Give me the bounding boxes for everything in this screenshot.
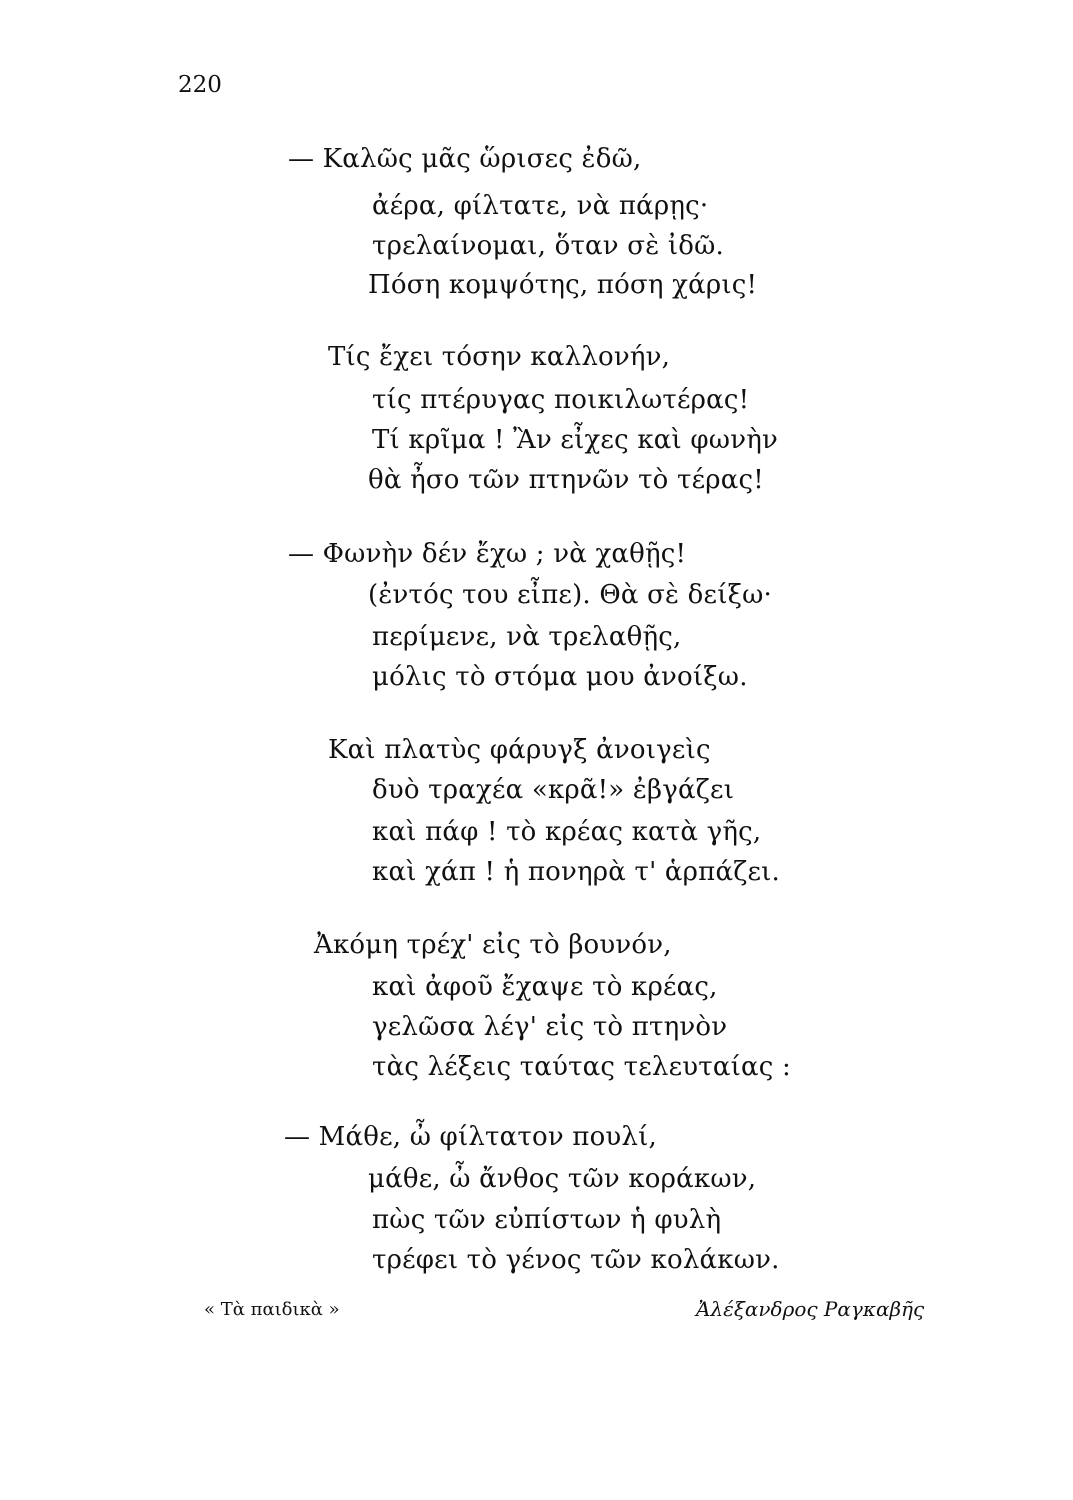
poem-line: καὶ ἀφοῦ ἔχαψε τὸ κρέας, [372, 972, 718, 1002]
poem-line: δυὸ τραχέα «κρᾶ!» ἐβγάζει [372, 775, 735, 805]
page-number: 220 [178, 72, 222, 98]
source-title: « Τὰ παιδικὰ » [204, 1299, 340, 1320]
poem-line: — Καλῶς μᾶς ὥρισες ἐδῶ, [288, 144, 642, 174]
poem-line: καὶ χάπ ! ἡ πονηρὰ τ' ἁρπάζει. [372, 857, 781, 887]
poem-line: Τίς ἔχει τόσην καλλονήν, [328, 342, 671, 372]
poem-line: πὼς τῶν εὐπίστων ἡ φυλὴ [372, 1205, 722, 1235]
poem-line: (ἐντός του εἶπε). Θὰ σὲ δείξω· [368, 580, 772, 610]
poem-line: γελῶσα λέγ' εἰς τὸ πτηνὸν [372, 1012, 728, 1042]
poem-line: ἀέρα, φίλτατε, νὰ πάρῃς· [372, 191, 709, 221]
poem-line: μόλις τὸ στόμα μου ἀνοίξω. [372, 662, 748, 692]
poem-line: Τί κρῖμα ! Ἂν εἶχες καὶ φωνὴν [372, 425, 778, 455]
poem-line: θὰ ἦσο τῶν πτηνῶν τὸ τέρας! [368, 465, 764, 495]
poem-line: Ἀκόμη τρέχ' εἰς τὸ βουνόν, [314, 930, 672, 960]
author-name: Ἀλέξανδρος Ραγκαβῆς [696, 1297, 925, 1321]
poem-line: τίς πτέρυγας ποικιλωτέρας! [372, 385, 750, 415]
poem-line: καὶ πάφ ! τὸ κρέας κατὰ γῆς, [372, 817, 762, 847]
poem-line: τρελαίνομαι, ὅταν σὲ ἰδῶ. [372, 231, 724, 261]
poem-line: Πόση κομψότης, πόση χάρις! [368, 270, 758, 300]
poem-line: περίμενε, νὰ τρελαθῇς, [372, 622, 682, 652]
poem-line: τρέφει τὸ γένος τῶν κολάκων. [372, 1245, 780, 1275]
poem-line: — Φωνὴν δέν ἔχω ; νὰ χαθῇς! [288, 539, 687, 569]
poem-line: — Μάθε, ὦ φίλτατον πουλί, [284, 1122, 657, 1152]
poem-line: Καὶ πλατὺς φάρυγξ ἀνοιγεὶς [328, 735, 711, 765]
poem-line: μάθε, ὦ ἄνθος τῶν κοράκων, [368, 1164, 757, 1194]
poem-line: τὰς λέξεις ταύτας τελευταίας : [372, 1052, 791, 1082]
